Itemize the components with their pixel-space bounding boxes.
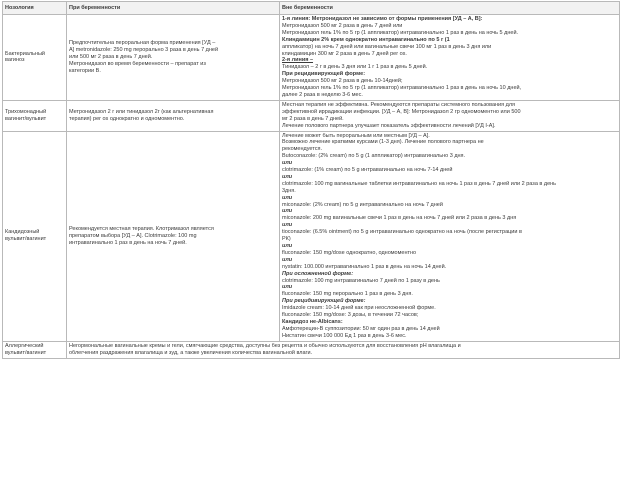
text-line: Местная терапия не эффективна. Рекомендуются препараты системного пользования для <box>282 101 516 108</box>
table-row <box>3 131 620 341</box>
text-line: Тинидазол – 2 г в день 3 дня или 1 г 1 раз в день 5 дней. <box>282 64 428 71</box>
text-line: clotrimazole: 100 mg вагинальные таблетки интравагинально на ночь 1 раз в день 7 дней или 2 раза в день <box>282 180 557 187</box>
text-line: fluconazole: 150 mg/dose: 3 дозы, в течении 72 часов; <box>282 312 419 319</box>
text-line: интравагинально 1 раз в день на ночь 7 дней. <box>69 239 187 246</box>
text-line: или <box>282 256 293 263</box>
text-line: вульвит/вагинит <box>5 236 47 243</box>
pregnancy-cell <box>67 15 280 101</box>
text-line: мг 2 раза в день 7 дней. <box>282 115 344 122</box>
text-line: Нистатин свечи 100 000 Ед 1 раз в день 3-6 мес. <box>282 332 407 339</box>
header-pregnancy: При беременности <box>67 2 280 15</box>
text-line: или <box>282 222 293 229</box>
merged-cell <box>67 341 620 358</box>
text-line: или <box>282 160 293 167</box>
text-line: tioconazole: (6.5% ointment) по 5 g интравагинально однократно на ночь (после регистрации в <box>282 229 522 236</box>
text-line: или 500 мг 2 раза в день 7 дней. <box>69 53 153 60</box>
text-line: 1-я линия: Метронидазол не зависимо от формы применения [УД – А, В]: <box>282 16 483 22</box>
text-line: Бактериальный <box>5 50 45 57</box>
text-line: вагинит/вульвит <box>5 115 47 122</box>
text-line: рекомендуется. <box>282 146 323 153</box>
treatment-table <box>2 1 620 359</box>
text-line: При осложненной форме: <box>282 270 354 277</box>
text-line: fluconazole: 150 mg/dose однократно, одномоментно <box>282 249 417 256</box>
header-outside-pregnancy: Вне беременности <box>280 2 620 15</box>
text-line: категории B. <box>69 67 101 74</box>
text-line: Рекомендуется местная терапия. Клотримазол является <box>69 225 214 232</box>
outside-pregnancy-cell <box>280 131 620 341</box>
text-line: вульвит/вагинит <box>5 349 47 356</box>
text-line: clotrimazole: 100 mg интравагинально 7 дней по 1 разу в день <box>282 277 440 284</box>
outside-pregnancy-cell <box>280 15 620 101</box>
text-line: Метронидазол во время беременности – препарат из <box>69 60 206 67</box>
text-line: 3дня. <box>282 187 296 194</box>
header-nosology: Нозология <box>3 2 67 15</box>
outside-pregnancy-cell <box>280 100 620 131</box>
nosology-cell <box>3 341 67 358</box>
text-line: далее 2 раза в неделю 3-6 мес. <box>282 91 363 98</box>
text-line: A] metronidazole: 250 mg перорально 3 раза в день 7 дней <box>69 47 219 54</box>
text-line: Imidazole cream: 10-14 дней как при неосложненной форме. <box>282 305 436 312</box>
table-row <box>3 15 620 101</box>
text-line: Кандидоз не-Albicans: <box>282 318 343 325</box>
text-line: аппликатор) на ночь 7 дней или вагинальные свечи 100 мг 1 раз в день 3 дня или <box>282 43 492 50</box>
text-line: Butoconazole: (2% cream) по 5 g (1 аппликатор) интравагинально 3 дня. <box>282 153 466 160</box>
text-line: miconazole: 200 mg вагинальные свечи 1 раз в день на ночь 7 дней или 2 раза в день 3 дня <box>282 215 517 222</box>
text-line: Предпочтительна пероральная форма применения [УД – <box>69 40 216 47</box>
text-line: или <box>282 284 293 291</box>
nosology-cell <box>3 100 67 131</box>
text-line: препаратом выбора [УД – A]. Clotrimazole: 100 mg <box>69 232 197 239</box>
text-line: или <box>282 243 293 249</box>
text-line: Метронидазол гель 1% по 5 гр (1 аппликатор) интравагинально 1 раз в день на ночь 5 дней. <box>282 29 519 36</box>
text-line: или <box>282 208 293 215</box>
table-row <box>3 341 620 358</box>
text-line: РК) <box>282 236 291 243</box>
text-line: клиндамицин 300 мг 2 раза в день 7 дней per os. <box>282 50 407 57</box>
header-row <box>3 2 620 15</box>
text-line: Лечение полового партнера улучшает показатель эффективности лечений [УД I-A]. <box>282 122 496 129</box>
text-line: Метронидазол 500 мг 2 раза в день 10-14дней; <box>282 78 403 85</box>
text-line: nystatin: 100.000 интравагинально 1 раз в день на ночь 14 дней. <box>282 263 447 270</box>
text-line: Кандидозный <box>5 229 40 236</box>
text-line: Трихомонадный <box>5 108 47 115</box>
text-line: clotrimazole: (1% cream) по 5 g интравагинально на ночь 7-14 дней <box>282 167 453 174</box>
nosology-cell <box>3 131 67 341</box>
text-line: При рецидивирующей форме: <box>282 298 366 305</box>
text-line: Амфотерецин-В суппозитории: 50 мг один раз в день 14 дней <box>282 325 440 332</box>
text-line: Возможно лечение краткими курсами (1-3 дня). Лечение полового партнера не <box>282 139 484 146</box>
text-line: miconazole: (2% cream) по 5 g интравагинально на ночь 7 дней <box>282 201 443 208</box>
text-line: Аллергический <box>5 342 44 349</box>
text-line: 2-я линия – <box>282 57 314 64</box>
text-line: или <box>282 173 293 180</box>
text-line: терапия) per os однократно и одномоментно. <box>69 115 185 122</box>
text-line: Метронидазол 2 г или тинидазол 2г (как альтернативная <box>69 108 214 115</box>
pregnancy-cell <box>67 100 280 131</box>
text-line: Лечение может быть пероральным или местным [УД – А]. <box>282 132 430 139</box>
text-line: или <box>282 194 293 201</box>
table-row <box>3 100 620 131</box>
text-line: При рецидивирующей форме: <box>282 71 366 78</box>
text-line: вагиноз <box>5 57 25 64</box>
text-line: Метронидазол 500 мг 2 раза в день 7 дней или <box>282 22 403 29</box>
text-line: fluconazole: 150 mg перорально 1 раз в день 3 дня. <box>282 291 413 298</box>
text-line: эффективной иррадикации инфекции. [УД – А, В]: Метронидазол 2 гр одномоментно или 500 <box>282 108 521 115</box>
nosology-cell <box>3 15 67 101</box>
text-line: облегчения раздражения влагалища и зуд, а также увеличения количества вагинальной влаги. <box>69 349 313 356</box>
pregnancy-cell <box>67 131 280 341</box>
text-line: Негормональные вагинальные кремы и гели, смягчающие средства, доступны без рецепта и обычно используются для восстановления pH влагалища и <box>69 342 461 349</box>
text-line: Клиндамицин 2% крем однократно интравагинально по 5 г (1 <box>282 36 450 43</box>
text-line: Метронидазол гель 1% по 5 гр (1 аппликатор) интравагинально 1 раз в день на ночь 10 дней, <box>282 85 522 92</box>
